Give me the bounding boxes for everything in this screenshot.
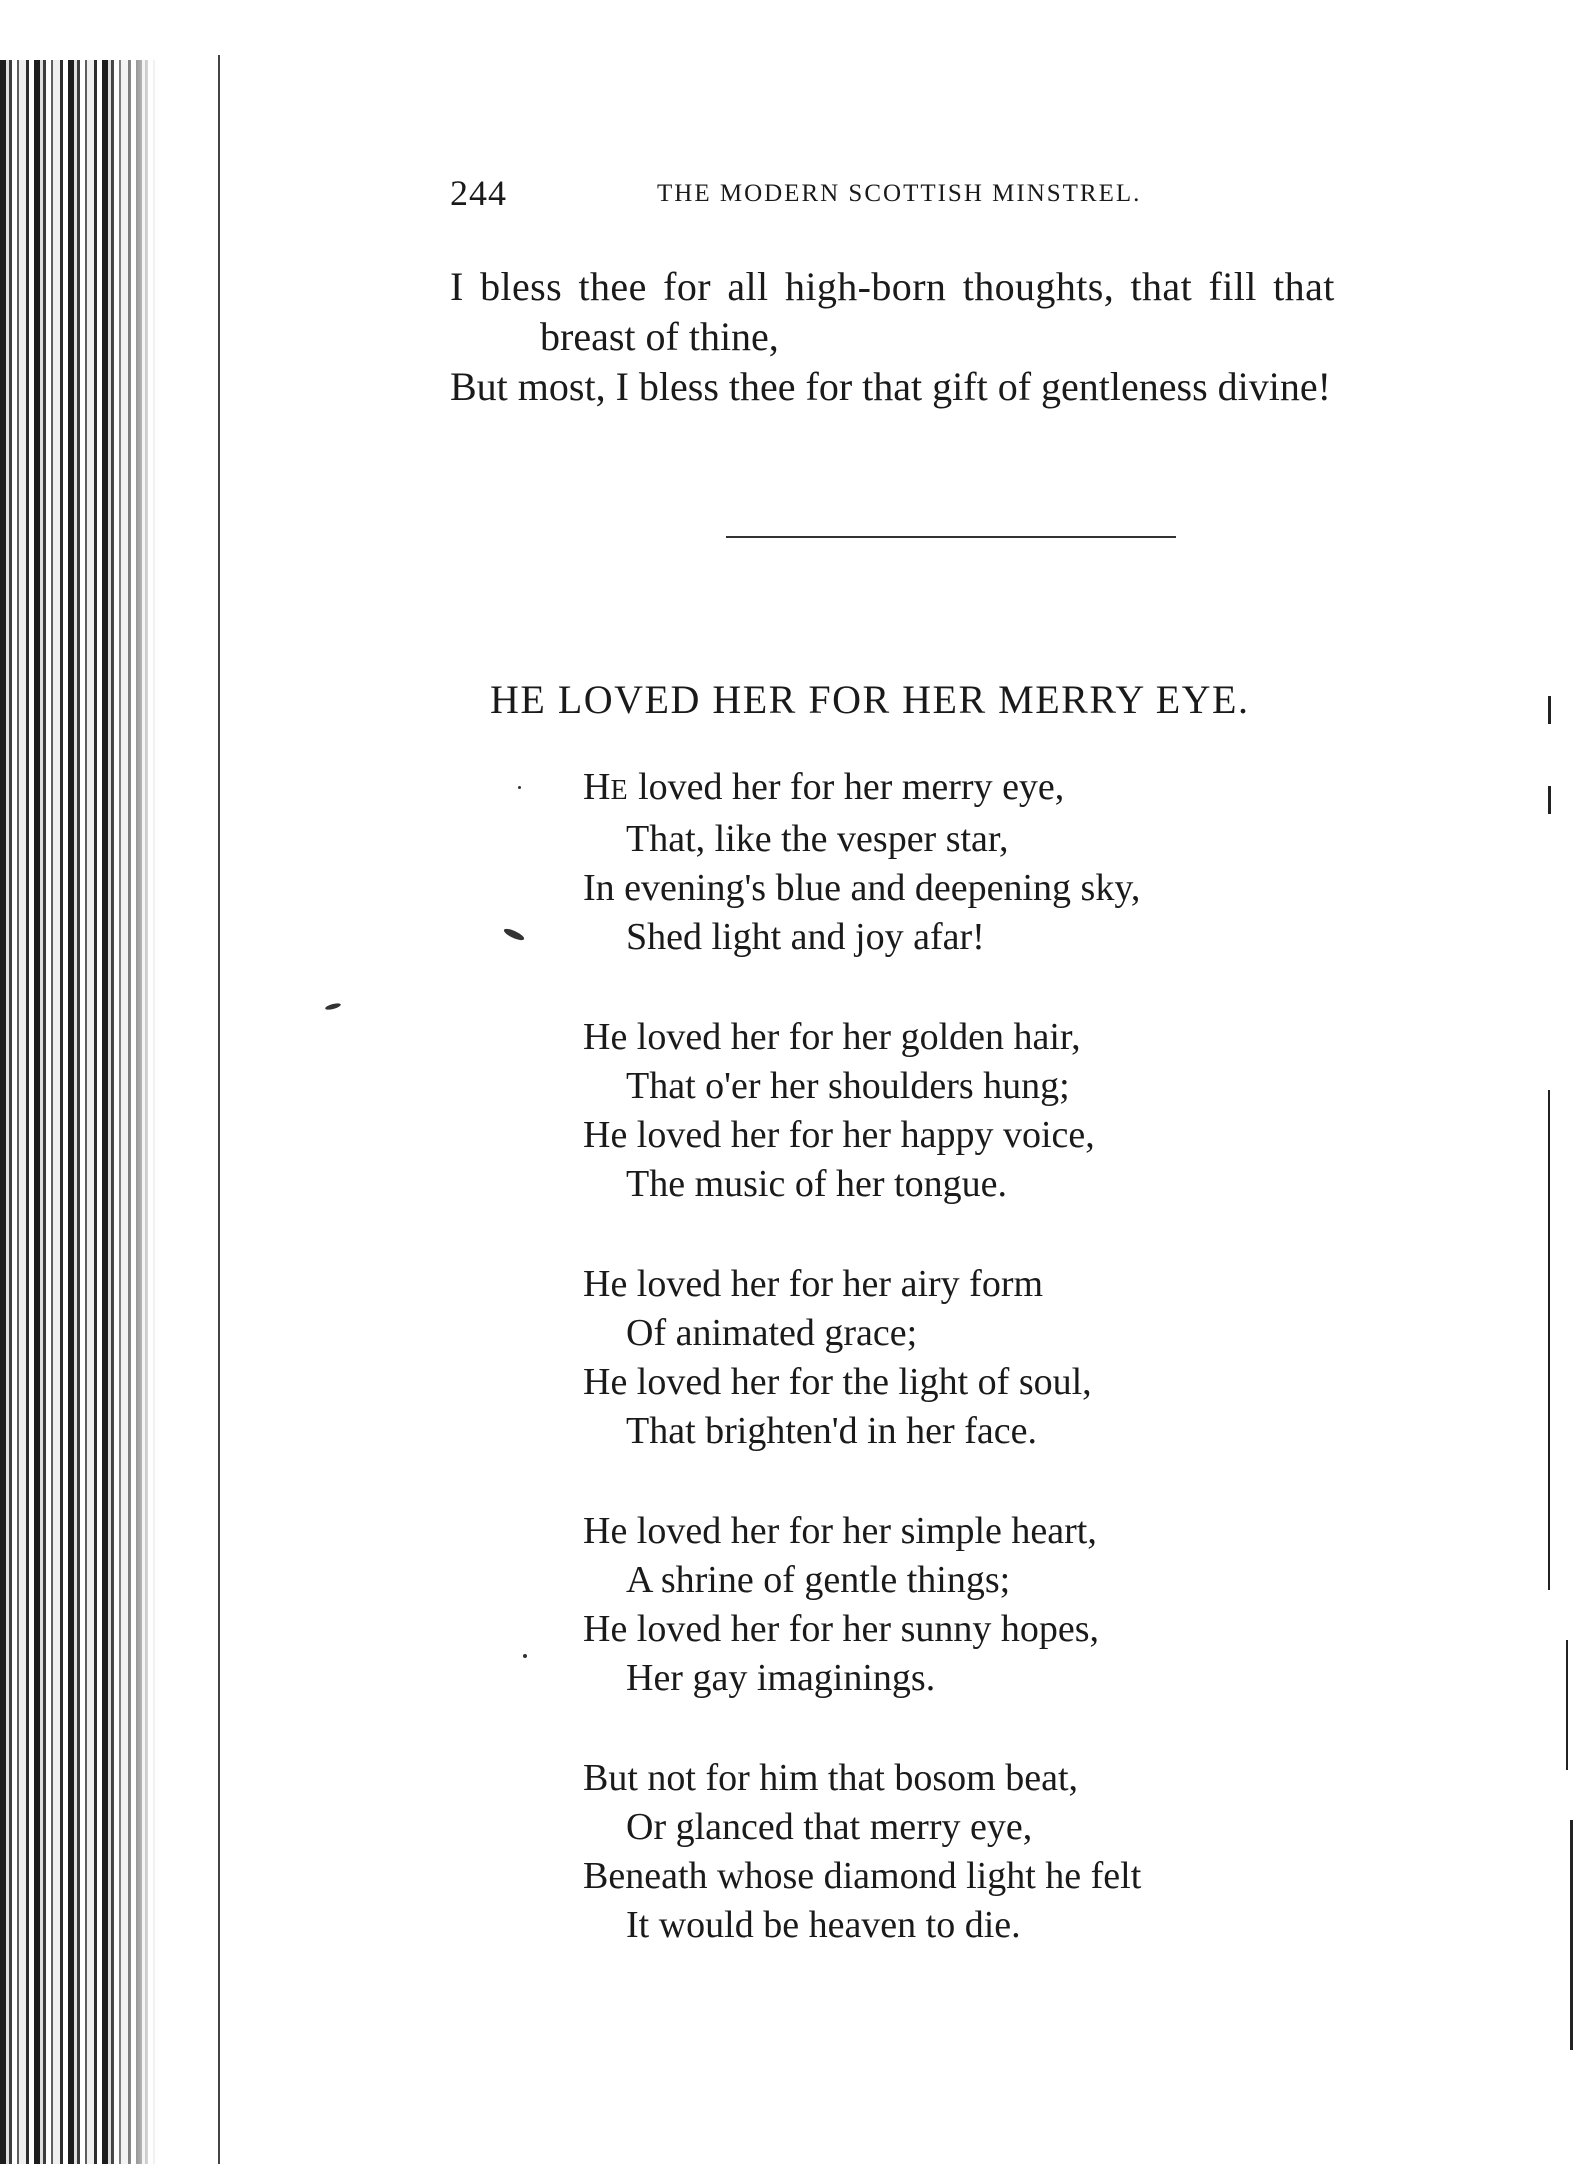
section-divider bbox=[726, 536, 1176, 538]
stanza bbox=[583, 763, 1141, 962]
verse-line bbox=[583, 763, 1141, 815]
gutter-line bbox=[218, 55, 220, 2164]
running-head: THE MODERN SCOTTISH MINSTREL. bbox=[657, 180, 1142, 207]
verse-line: That brighten'd in her face. bbox=[626, 1410, 1037, 1452]
verse-line: He loved her for her golden hair, bbox=[583, 1016, 1081, 1058]
verse-line: He loved her for her happy voice, bbox=[583, 1114, 1095, 1156]
verse-line: Or glanced that merry eye, bbox=[626, 1806, 1033, 1848]
verse-line: A shrine of gentle things; bbox=[626, 1559, 1011, 1601]
poem-body bbox=[583, 763, 1141, 2001]
verse-line: It would be heaven to die. bbox=[626, 1904, 1021, 1946]
right-margin-mark bbox=[1570, 1820, 1573, 2050]
first-line-rest: loved her for her merry eye, bbox=[628, 766, 1065, 808]
verse-line: He loved her for her sunny hopes, bbox=[583, 1608, 1100, 1650]
verse-line: Beneath whose diamond light he felt bbox=[583, 1855, 1142, 1897]
print-speck bbox=[503, 927, 526, 943]
page-header bbox=[450, 172, 1450, 222]
previous-poem-ending bbox=[450, 262, 1335, 412]
right-margin-mark bbox=[1548, 696, 1551, 724]
page-number: 244 bbox=[450, 173, 507, 213]
stanza bbox=[583, 1013, 1141, 1209]
right-margin-mark bbox=[1548, 786, 1551, 814]
verse-line: breast of thine, bbox=[540, 314, 779, 359]
print-speck bbox=[518, 786, 521, 789]
verse-line: He loved her for her airy form bbox=[583, 1263, 1044, 1305]
verse-line: Her gay imaginings. bbox=[626, 1657, 936, 1699]
print-speck bbox=[523, 1654, 527, 1658]
verse-line: He loved her for her simple heart, bbox=[583, 1510, 1097, 1552]
verse-line: But not for him that bosom beat, bbox=[583, 1757, 1079, 1799]
right-margin-mark bbox=[1566, 1640, 1568, 1770]
verse-line: That, like the vesper star, bbox=[626, 818, 1009, 860]
print-speck bbox=[325, 1002, 342, 1011]
verse-line: I bless thee for all high-born thoughts, that fill that bbox=[450, 264, 1335, 309]
verse-line: Of animated grace; bbox=[626, 1312, 918, 1354]
verse-line: He loved her for the light of soul, bbox=[583, 1361, 1092, 1403]
poem-title: HE LOVED HER FOR HER MERRY EYE. bbox=[490, 677, 1250, 722]
stanza bbox=[583, 1260, 1141, 1456]
verse-line: The music of her tongue. bbox=[626, 1163, 1007, 1205]
verse-line: That o'er her shoulders hung; bbox=[626, 1065, 1070, 1107]
stanza bbox=[583, 1754, 1141, 1950]
verse-line: Shed light and joy afar! bbox=[626, 916, 985, 958]
stanza bbox=[583, 1507, 1141, 1703]
binding-shadow bbox=[110, 60, 170, 2164]
initial-letter: H bbox=[583, 766, 611, 808]
verse-line: But most, I bless thee for that gift of gentleness divine! bbox=[450, 364, 1331, 409]
small-caps: E bbox=[610, 775, 629, 806]
right-margin-mark bbox=[1548, 1090, 1550, 1590]
verse-line: In evening's blue and deepening sky, bbox=[583, 867, 1141, 909]
